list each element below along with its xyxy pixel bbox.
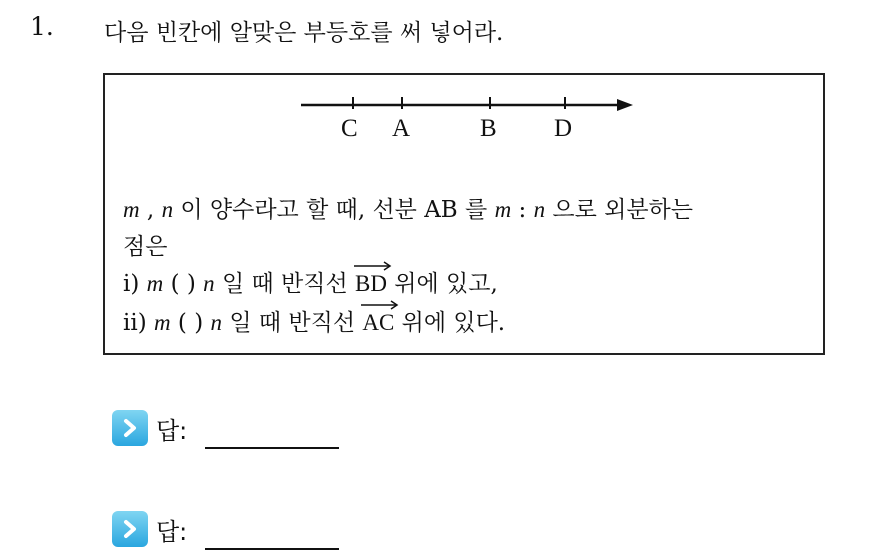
- inequality-blank-2: ( ): [170, 310, 211, 336]
- condition-1: ⅰ) m ( ) n 일 때 반직선 BD 위에 있고,: [123, 265, 498, 298]
- point-label-a: A: [392, 115, 411, 142]
- inequality-blank-1: ( ): [163, 271, 204, 297]
- ray-ac: AC: [362, 310, 394, 336]
- number-line-arrow: [617, 99, 633, 111]
- point-label-b: B: [480, 115, 497, 142]
- statement-line-2: 점은: [123, 234, 168, 260]
- answer-field-2[interactable]: [205, 524, 339, 550]
- question-number: 1.: [30, 12, 54, 41]
- ray-bd: BD: [355, 271, 387, 297]
- answer-label: 답:: [156, 416, 188, 445]
- point-label-d: D: [554, 115, 573, 142]
- var-n: n: [533, 197, 546, 222]
- answer-field-1[interactable]: [205, 423, 339, 449]
- var-m: m: [123, 197, 140, 222]
- var-n: n: [161, 197, 174, 222]
- number-line: [105, 75, 825, 155]
- answer-label: 답:: [156, 517, 188, 546]
- var-m: m: [494, 197, 512, 222]
- problem-box: [103, 73, 825, 355]
- point-label-c: C: [341, 115, 358, 142]
- statement-line-1: m , n 이 양수라고 할 때, 선분 AB 를 m : n 으로 외분하는: [123, 197, 693, 223]
- answer-row-2: [112, 511, 339, 547]
- question-prompt: 다음 빈칸에 알맞은 부등호를 써 넣어라.: [104, 20, 504, 46]
- answer-row-1: [112, 410, 339, 446]
- chevron-right-icon: [112, 410, 148, 446]
- chevron-right-icon: [112, 511, 148, 547]
- condition-2: ⅱ) m ( ) n 일 때 반직선 AC 위에 있다.: [123, 304, 505, 337]
